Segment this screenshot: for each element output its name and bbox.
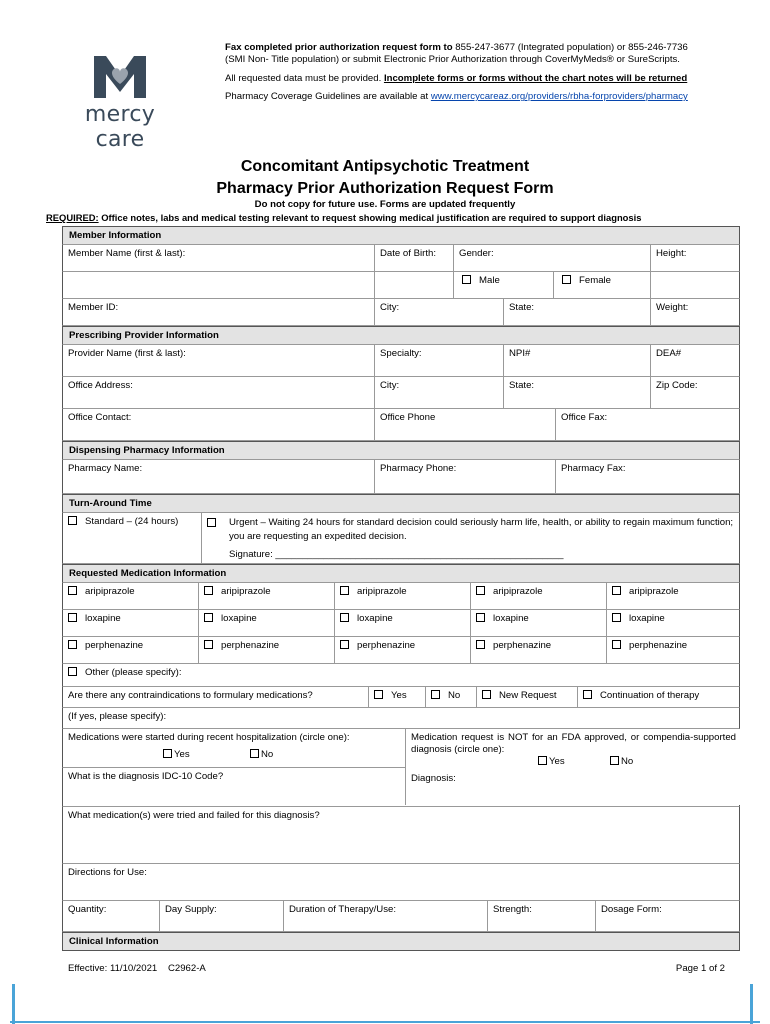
section-turnaround: Turn-Around Time bbox=[62, 494, 740, 513]
right-blue-bar bbox=[750, 984, 753, 1024]
effective-date bbox=[68, 963, 206, 974]
strength-field[interactable]: Strength: bbox=[487, 901, 595, 931]
section-medication: Requested Medication Information bbox=[62, 564, 740, 583]
provider-name-field[interactable]: Provider Name (first & last): bbox=[68, 348, 186, 359]
medication-checkbox[interactable] bbox=[340, 586, 349, 595]
fda-no-checkbox[interactable] bbox=[610, 756, 619, 765]
hosp-question: Medications were started during recent hospitalization (circle one): bbox=[68, 732, 350, 743]
contra-question: Are there any contraindications to formulary medications? bbox=[68, 690, 313, 701]
other-row bbox=[62, 664, 740, 687]
medication-grid bbox=[62, 583, 740, 664]
other-label: Other (please specify): bbox=[85, 667, 182, 678]
fax-instructions bbox=[225, 42, 705, 67]
standard-label: Standard – (24 hours) bbox=[85, 516, 179, 527]
guidelines-pre-text: Pharmacy Coverage Guidelines are available at bbox=[225, 91, 429, 103]
contra-yes-label: Yes bbox=[391, 690, 407, 701]
pharmacy-fax-field[interactable]: Pharmacy Fax: bbox=[555, 460, 741, 493]
gender-field[interactable]: Gender: bbox=[453, 245, 650, 271]
diagnosis-field[interactable]: Diagnosis: bbox=[411, 773, 456, 784]
hosp-yes-label: Yes bbox=[174, 749, 190, 760]
office-contact-field[interactable]: Office Contact: bbox=[68, 412, 132, 423]
form-title-line2: Pharmacy Prior Authorization Request Form bbox=[216, 180, 554, 197]
urgent-label: Urgent – Waiting 24 hours for standard decision could seriously harm life, health, or ability to regain maximum function; you are requesting an expedited decision. bbox=[229, 517, 734, 542]
medication-label: loxapine bbox=[221, 613, 257, 624]
dosage-form-field[interactable]: Dosage Form: bbox=[595, 901, 741, 931]
pharmacy-name-field[interactable]: Pharmacy Name: bbox=[68, 463, 143, 474]
contra-specify-field[interactable]: (If yes, please specify): bbox=[68, 711, 167, 722]
urgent-checkbox[interactable] bbox=[207, 518, 216, 527]
signature-line[interactable]: Signature: ______________________________________________________ bbox=[229, 549, 564, 560]
mercy-care-logo bbox=[60, 54, 180, 152]
gender-female-option[interactable] bbox=[553, 272, 650, 298]
contra-no-checkbox[interactable] bbox=[431, 690, 440, 699]
dea-field[interactable]: DEA# bbox=[650, 345, 741, 376]
medication-label: perphenazine bbox=[85, 640, 144, 651]
medication-option[interactable] bbox=[334, 637, 470, 663]
standard-checkbox[interactable] bbox=[68, 516, 77, 525]
medication-label: aripiprazole bbox=[221, 586, 271, 597]
medication-checkbox[interactable] bbox=[204, 586, 213, 595]
medication-option[interactable] bbox=[334, 610, 470, 636]
medication-row bbox=[62, 637, 740, 664]
medication-row bbox=[62, 610, 740, 637]
required-label: REQUIRED: bbox=[46, 212, 99, 223]
contra-row bbox=[62, 687, 740, 708]
new-request-checkbox[interactable] bbox=[482, 690, 491, 699]
medication-label: aripiprazole bbox=[629, 586, 679, 597]
medication-checkbox[interactable] bbox=[476, 613, 485, 622]
hosp-no-label: No bbox=[261, 749, 274, 760]
fda-cell bbox=[405, 729, 741, 805]
contra-no-option[interactable] bbox=[425, 687, 476, 707]
fda-no-label: No bbox=[621, 756, 634, 767]
quantity-field[interactable]: Quantity: bbox=[68, 904, 107, 915]
other-option[interactable] bbox=[63, 664, 741, 686]
effective-text: Effective: 11/10/2021 bbox=[68, 963, 158, 974]
height-field[interactable]: Height: bbox=[650, 245, 741, 323]
medication-checkbox[interactable] bbox=[68, 586, 77, 595]
medication-checkbox[interactable] bbox=[340, 613, 349, 622]
required-notice bbox=[46, 212, 641, 223]
hosp-yes-checkbox[interactable] bbox=[163, 749, 172, 758]
guidelines-note bbox=[225, 91, 705, 103]
standard-option[interactable] bbox=[63, 513, 201, 563]
medication-option[interactable] bbox=[63, 583, 198, 609]
provider-row-1 bbox=[62, 345, 740, 377]
medication-option[interactable] bbox=[334, 583, 470, 609]
new-request-label: New Request bbox=[499, 690, 557, 701]
office-fax-field[interactable]: Office Fax: bbox=[555, 409, 741, 440]
form-subtitle: Do not copy for future use. Forms are updated frequently bbox=[254, 199, 516, 210]
medication-checkbox[interactable] bbox=[340, 640, 349, 649]
medication-option[interactable] bbox=[606, 610, 741, 636]
turnaround-row bbox=[62, 513, 740, 564]
member-city-field[interactable]: City: bbox=[374, 299, 503, 325]
section-pharmacy: Dispensing Pharmacy Information bbox=[62, 441, 740, 460]
office-address-field[interactable]: Office Address: bbox=[68, 380, 133, 391]
authorization-form bbox=[62, 226, 740, 951]
medication-option[interactable] bbox=[63, 637, 198, 663]
pharmacy-phone-field[interactable]: Pharmacy Phone: bbox=[374, 460, 555, 493]
section-member: Member Information bbox=[62, 226, 740, 245]
tried-row bbox=[62, 807, 740, 864]
bottom-blue-line bbox=[10, 1021, 760, 1023]
member-name-space bbox=[63, 272, 374, 298]
medication-label: loxapine bbox=[629, 613, 665, 624]
medication-label: aripiprazole bbox=[357, 586, 407, 597]
logo-wordmark: mercy care bbox=[84, 102, 156, 152]
section-clinical: Clinical Information bbox=[62, 932, 740, 951]
required-data-note bbox=[225, 73, 705, 85]
mercy-care-m-heart-icon bbox=[60, 54, 180, 100]
hosp-options bbox=[68, 749, 400, 760]
female-label: Female bbox=[579, 275, 611, 286]
npi-field[interactable]: NPI# bbox=[503, 345, 650, 376]
provider-row-3 bbox=[62, 409, 740, 441]
medication-checkbox[interactable] bbox=[476, 586, 485, 595]
contra-no-label: No bbox=[448, 690, 461, 701]
continuation-option[interactable] bbox=[577, 687, 741, 707]
medication-label: loxapine bbox=[85, 613, 121, 624]
medication-option[interactable] bbox=[606, 637, 741, 663]
fda-question: Medication request is NOT for an FDA approved, or compendia-supported diagnosis (circle one): bbox=[411, 732, 736, 755]
provider-row-2 bbox=[62, 377, 740, 409]
male-checkbox[interactable] bbox=[462, 275, 471, 284]
medication-checkbox[interactable] bbox=[612, 586, 621, 595]
gender-male-option[interactable] bbox=[453, 272, 553, 298]
medication-checkbox[interactable] bbox=[204, 613, 213, 622]
directions-row bbox=[62, 864, 740, 901]
instructions-block bbox=[225, 42, 705, 110]
medication-option[interactable] bbox=[198, 583, 334, 609]
tried-failed-field[interactable]: What medication(s) were tried and failed for this diagnosis? bbox=[68, 810, 320, 821]
contra-yes-option[interactable] bbox=[368, 687, 425, 707]
urgent-option[interactable] bbox=[201, 513, 741, 563]
page-number: Page 1 of 2 bbox=[675, 963, 725, 974]
fax-bold-text: Fax completed prior authorization request form to bbox=[225, 42, 453, 53]
day-supply-field[interactable]: Day Supply: bbox=[159, 901, 283, 931]
weight-field[interactable]: Weight: bbox=[650, 299, 741, 325]
required-text: Office notes, labs and medical testing relevant to request showing medical justification are required to support diagnosis bbox=[98, 212, 642, 223]
required-pre-text: All requested data must be provided. bbox=[225, 72, 382, 84]
medication-label: aripiprazole bbox=[85, 586, 135, 597]
duration-field[interactable]: Duration of Therapy/Use: bbox=[283, 901, 487, 931]
continuation-checkbox[interactable] bbox=[583, 690, 592, 699]
medication-label: aripiprazole bbox=[493, 586, 543, 597]
medication-checkbox[interactable] bbox=[68, 640, 77, 649]
dob-field[interactable]: Date of Birth: bbox=[374, 245, 453, 271]
medication-label: loxapine bbox=[493, 613, 529, 624]
hosp-no-checkbox[interactable] bbox=[250, 749, 259, 758]
medication-option[interactable] bbox=[470, 610, 606, 636]
medication-option[interactable] bbox=[198, 610, 334, 636]
medication-checkbox[interactable] bbox=[204, 640, 213, 649]
member-row-2 bbox=[62, 299, 740, 326]
member-row-gender bbox=[62, 272, 740, 299]
dose-row bbox=[62, 901, 740, 932]
form-title-line1: Concomitant Antipsychotic Treatment bbox=[240, 158, 530, 175]
medication-option[interactable] bbox=[470, 637, 606, 663]
medication-label: perphenazine bbox=[629, 640, 688, 651]
dob-space bbox=[374, 272, 453, 298]
medication-option[interactable] bbox=[606, 583, 741, 609]
medication-label: loxapine bbox=[357, 613, 393, 624]
left-blue-bar bbox=[12, 984, 15, 1024]
continuation-label: Continuation of therapy bbox=[600, 690, 700, 701]
member-id-field[interactable]: Member ID: bbox=[68, 302, 119, 313]
medication-option[interactable] bbox=[198, 637, 334, 663]
provider-city-field[interactable]: City: bbox=[374, 377, 503, 408]
contra-specify-row bbox=[62, 708, 740, 729]
medication-label: perphenazine bbox=[493, 640, 552, 651]
medication-row bbox=[62, 583, 740, 610]
directions-field[interactable]: Directions for Use: bbox=[68, 867, 147, 878]
medication-checkbox[interactable] bbox=[612, 640, 621, 649]
fax-rest-text: 855-247-3677 (Integrated population) or 855-246-7736 (SMI Non- Title population) or submit Electronic Prior Authorization through CoverMyMeds® or SureScripts. bbox=[225, 42, 688, 66]
medication-option[interactable] bbox=[470, 583, 606, 609]
member-name-field[interactable]: Member Name (first & last): bbox=[68, 248, 186, 259]
fda-yes-checkbox[interactable] bbox=[538, 756, 547, 765]
medication-checkbox[interactable] bbox=[476, 640, 485, 649]
male-label: Male bbox=[479, 275, 500, 286]
medication-label: perphenazine bbox=[221, 640, 280, 651]
pharmacy-row bbox=[62, 460, 740, 494]
guidelines-link[interactable]: www.mercycareaz.org/providers/rbha-forproviders/pharmacy bbox=[430, 91, 688, 103]
fda-options bbox=[411, 756, 736, 768]
hosp-question-cell bbox=[63, 729, 405, 767]
icd-field[interactable]: What is the diagnosis IDC-10 Code? bbox=[68, 771, 224, 782]
female-checkbox[interactable] bbox=[562, 275, 571, 284]
member-row-1 bbox=[62, 245, 740, 272]
other-checkbox[interactable] bbox=[68, 667, 77, 676]
incomplete-warning: Incomplete forms or forms without the chart notes will be returned bbox=[383, 72, 688, 84]
medication-label: perphenazine bbox=[357, 640, 416, 651]
provider-state-field[interactable]: State: bbox=[503, 377, 650, 408]
specialty-field[interactable]: Specialty: bbox=[374, 345, 503, 376]
new-request-option[interactable] bbox=[476, 687, 577, 707]
medication-option[interactable] bbox=[63, 610, 198, 636]
section-provider: Prescribing Provider Information bbox=[62, 326, 740, 345]
office-phone-field[interactable]: Office Phone bbox=[374, 409, 555, 440]
form-code: C2962-A bbox=[167, 963, 206, 974]
medication-checkbox[interactable] bbox=[612, 613, 621, 622]
contra-yes-checkbox[interactable] bbox=[374, 690, 383, 699]
medication-checkbox[interactable] bbox=[68, 613, 77, 622]
fda-yes-label: Yes bbox=[549, 756, 565, 767]
zip-field[interactable]: Zip Code: bbox=[650, 377, 741, 408]
member-state-field[interactable]: State: bbox=[503, 299, 650, 325]
